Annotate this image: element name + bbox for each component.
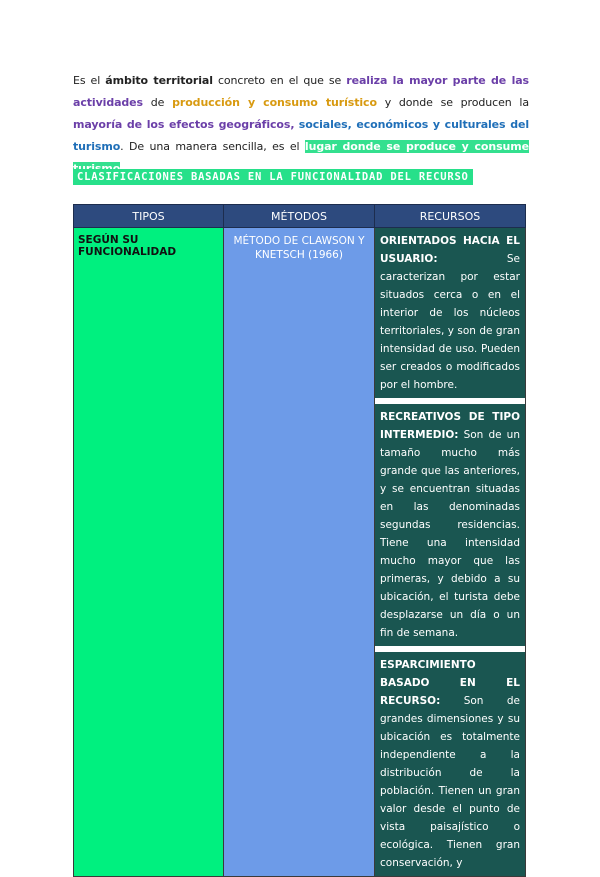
recurso-2-text: Son de un tamaño mucho más grande que las anteriores, y se encuentran situadas en las denominadas segundas residencias. Tiene una intensidad mucho mayor que las primeras, y debido a su ubicación, el turista debe desplazarse un día o un fin de semana. — [380, 429, 520, 639]
header-metodos: MÉTODOS — [224, 205, 375, 228]
cell-tipos — [74, 228, 224, 877]
intro-text-10: . De una manera sencilla, es el — [120, 140, 305, 153]
cell-metodos — [224, 228, 375, 877]
tipo-value: SEGÚN SU FUNCIONALIDAD — [78, 234, 177, 258]
intro-text-1: Es el — [73, 74, 106, 87]
table-row — [74, 228, 526, 877]
intro-text-4: realiza la mayor parte de las actividades — [73, 74, 530, 109]
recurso-1-text: Se caracterizan por estar situados cerca o en el interior de los núcleos territoriales, y son de gran intensidad de uso. Pueden ser creados o modificados por el hombre. — [380, 253, 520, 391]
recurso-1-title: ORIENTADOS HACIA EL USUARIO: — [380, 235, 520, 265]
intro-paragraph — [73, 70, 529, 180]
cell-recursos — [375, 228, 526, 877]
recurso-2-title: RECREATIVOS DE TIPO INTERMEDIO: — [380, 411, 520, 441]
recurso-block-2 — [375, 404, 525, 646]
intro-text-2: ámbito territorial — [105, 74, 213, 87]
header-tipos: TIPOS — [74, 205, 224, 228]
intro-text-8: mayoría de los efectos geográficos, — [73, 118, 295, 131]
recurso-block-1 — [375, 228, 525, 398]
table-header-row — [74, 205, 526, 228]
intro-text-6: producción y consumo turístico — [172, 96, 377, 109]
classification-table — [73, 204, 526, 877]
recurso-3-text: Son de grandes dimensiones y su ubicación es totalmente independiente a la distribución de la población. Tienen un gran valor desde el punto de vista paisajístico o ecológica. Tienen gran conservación, y — [380, 695, 520, 869]
intro-text-11: lugar donde se produce y consume — [73, 140, 529, 175]
intro-text-9: sociales, económicos y culturales del turismo — [73, 118, 530, 153]
intro-text-7: y donde se producen la — [376, 96, 529, 109]
section-heading: CLASIFICACIONES BASADAS EN LA FUNCIONALIDAD DEL RECURSO — [73, 169, 473, 185]
recurso-block-3 — [375, 652, 525, 876]
header-recursos: RECURSOS — [375, 205, 526, 228]
recurso-3-title: ESPARCIMIENTO BASADO EN EL RECURSO: — [380, 659, 520, 707]
intro-text-5: de — [143, 96, 173, 109]
intro-text-3: concreto en el que se — [212, 74, 347, 87]
metodo-value: MÉTODO DE CLAWSON Y KNETSCH (1966) — [233, 235, 365, 261]
